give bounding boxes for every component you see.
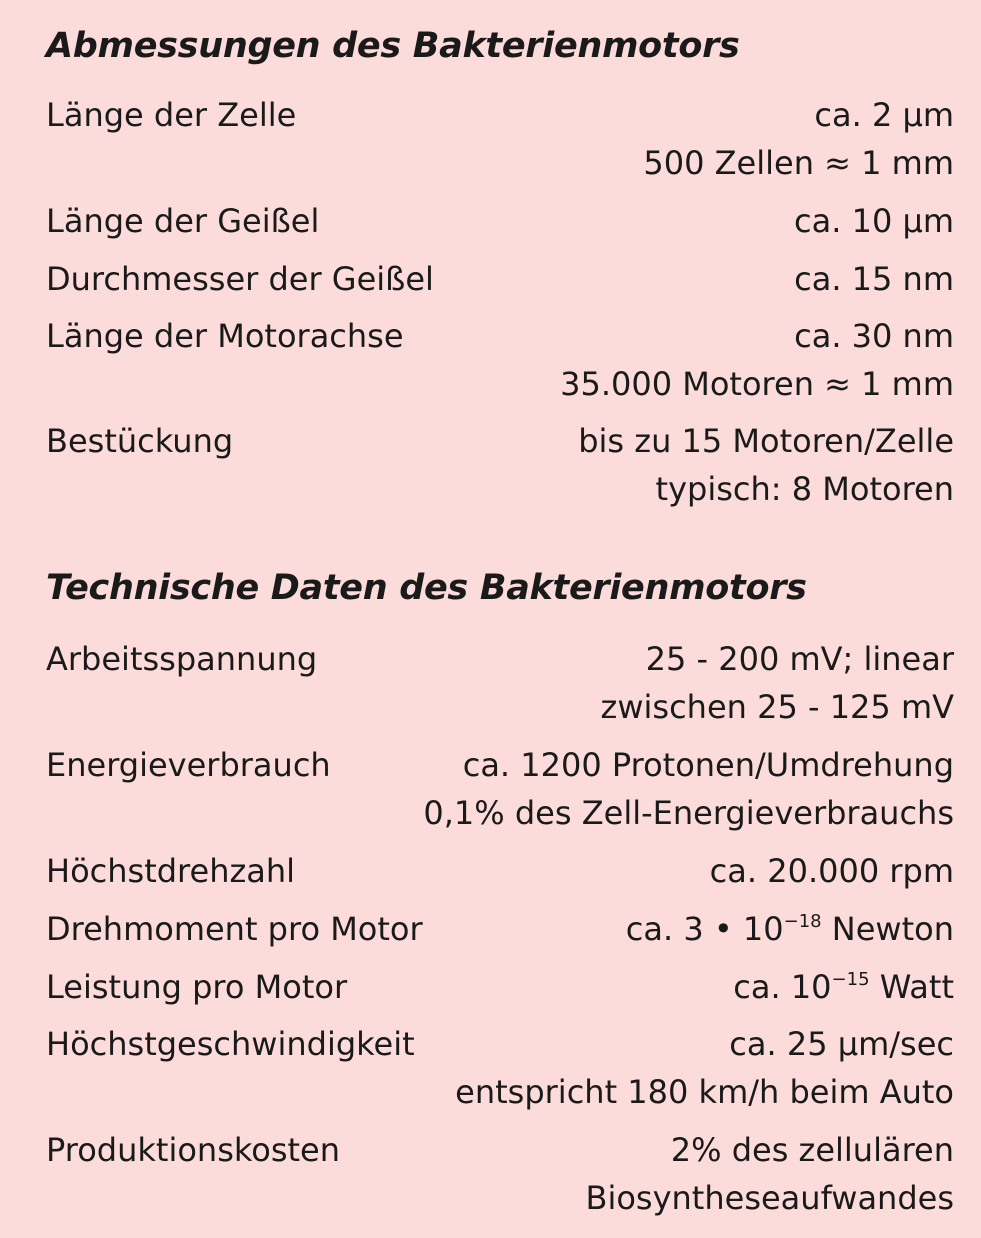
- row-extra: Biosyntheseaufwandes: [585, 1179, 954, 1217]
- row-extra: 35.000 Motoren ≈ 1 mm: [560, 365, 954, 403]
- row-value: 2% des zellulären: [670, 1131, 954, 1169]
- row-label: Länge der Zelle: [46, 96, 297, 134]
- value-exponent: −15: [831, 969, 870, 990]
- row-value: ca. 20.000 rpm: [709, 852, 954, 890]
- row-value: ca. 15 nm: [794, 260, 954, 298]
- row-label: Länge der Motorachse: [46, 317, 404, 355]
- section-title-dimensions: Abmessungen des Bakterienmotors: [46, 26, 740, 66]
- row-label: Energieverbrauch: [46, 746, 331, 784]
- row-extra: typisch: 8 Motoren: [655, 470, 954, 508]
- row-label: Bestückung: [46, 422, 234, 460]
- row-value: bis zu 15 Motoren/Zelle: [578, 422, 954, 460]
- section-title-technical-data: Technische Daten des Bakterienmotors: [46, 568, 807, 608]
- row-label: Arbeitsspannung: [46, 640, 318, 678]
- row-label: Höchstdrehzahl: [46, 852, 296, 890]
- row-extra: 0,1% des Zell-Energieverbrauchs: [423, 794, 954, 832]
- row-extra: zwischen 25 - 125 mV: [600, 688, 954, 726]
- value-base: ca. 10: [733, 968, 832, 1006]
- row-value: 25 - 200 mV; linear: [645, 640, 954, 678]
- row-extra: entspricht 180 km/h beim Auto: [455, 1073, 954, 1111]
- row-label: Durchmesser der Geißel: [46, 260, 434, 298]
- row-value: ca. 10 µm: [794, 202, 954, 240]
- value-exponent: −18: [783, 911, 822, 932]
- value-unit: Newton: [821, 910, 954, 948]
- row-extra: 500 Zellen ≈ 1 mm: [643, 144, 954, 182]
- value-base: ca. 3 • 10: [625, 910, 784, 948]
- row-label: Höchstgeschwindigkeit: [46, 1025, 415, 1063]
- row-label: Leistung pro Motor: [46, 968, 348, 1006]
- row-label: Produktionskosten: [46, 1131, 341, 1169]
- row-value: ca. 25 µm/sec: [729, 1025, 954, 1063]
- row-label: Drehmoment pro Motor: [46, 910, 423, 948]
- value-unit: Watt: [869, 968, 954, 1006]
- row-value: ca. 2 µm: [814, 96, 954, 134]
- row-value: ca. 30 nm: [794, 317, 954, 355]
- row-value-torque: [626, 910, 954, 948]
- row-value-power: [733, 968, 954, 1006]
- row-value: ca. 1200 Protonen/Umdrehung: [462, 746, 954, 784]
- row-label: Länge der Geißel: [46, 202, 320, 240]
